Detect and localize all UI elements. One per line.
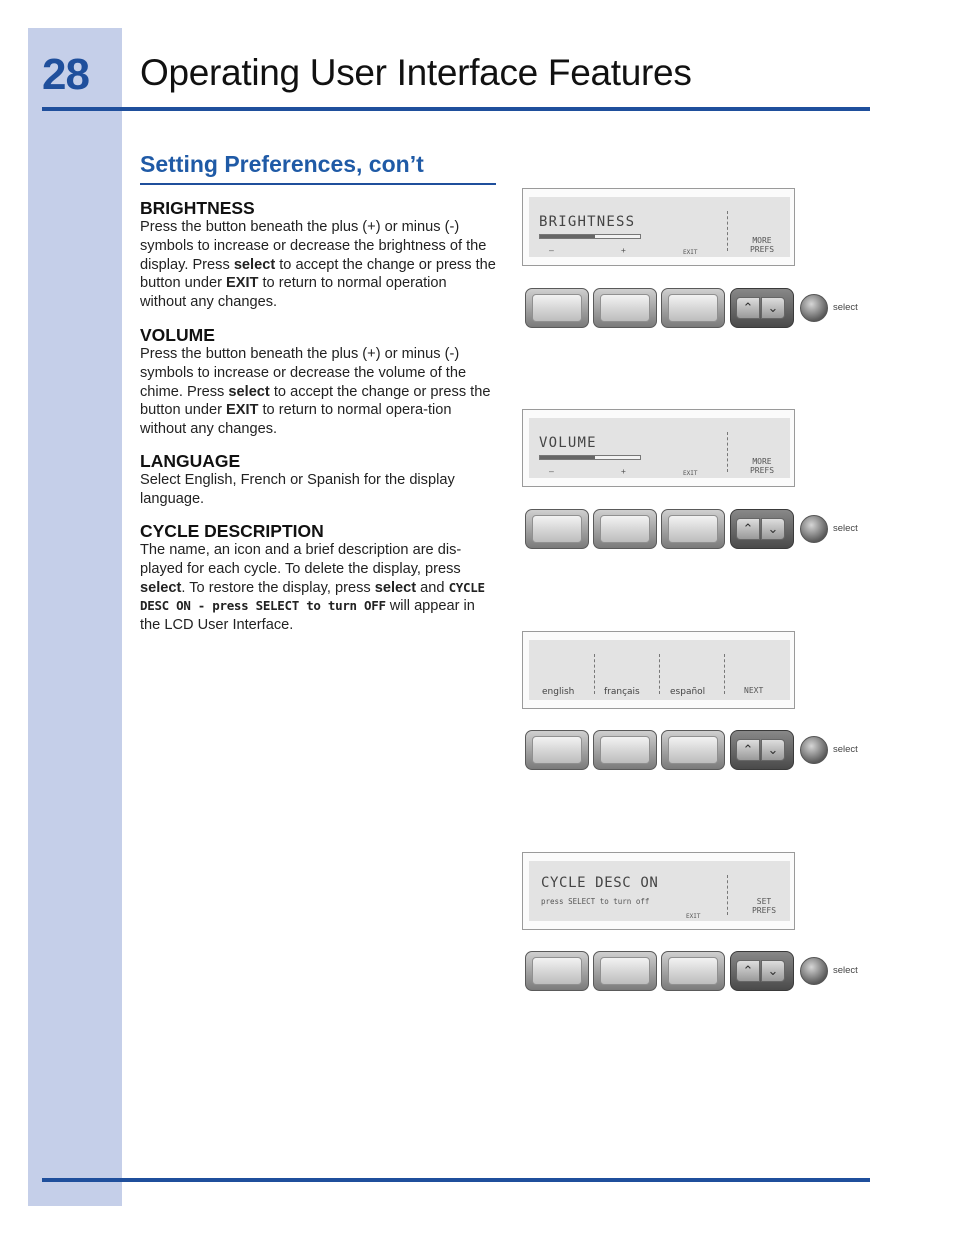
language-paragraph: Select English, French or Spanish for the display language.: [140, 472, 455, 507]
soft-key-2-button[interactable]: [593, 288, 657, 328]
soft-key-3-button[interactable]: [661, 288, 725, 328]
exit-label: EXIT: [686, 913, 701, 920]
chevron-down-icon[interactable]: ⌄: [761, 518, 785, 540]
lcd-screen: [529, 418, 790, 478]
lcd-divider: [659, 654, 660, 694]
set-prefs-label: SET PREFS: [751, 897, 777, 915]
soft-key-1-button[interactable]: [525, 951, 589, 991]
volume-display: [522, 409, 795, 487]
soft-key-2-button[interactable]: [593, 951, 657, 991]
lcd-title: VOLUME: [539, 435, 597, 451]
minus-label: –: [549, 246, 554, 255]
chevron-up-icon[interactable]: ⌃: [736, 960, 760, 982]
cycle-description-paragraph: The name, an icon and a brief description are dis-played for each cycle. To delete the display, press select. To restore the display, press select and CYCLE DESC ON - press SELECT to turn OFF will appear in the LCD User Interface.: [140, 542, 485, 634]
scroll-arrow-button[interactable]: [730, 730, 794, 770]
language-display: [522, 631, 795, 709]
lcd-divider: [727, 211, 728, 251]
section-heading: Setting Preferences, con’t: [140, 151, 424, 177]
chevron-up-icon[interactable]: ⌃: [736, 739, 760, 761]
soft-key-2-button[interactable]: [593, 730, 657, 770]
section-rule: [140, 183, 496, 185]
chevron-down-icon[interactable]: ⌄: [761, 739, 785, 761]
chevron-up-icon[interactable]: ⌃: [736, 518, 760, 540]
language-controls: [522, 730, 872, 774]
exit-label: EXIT: [683, 470, 698, 477]
lcd-divider: [594, 654, 595, 694]
page-number: 28: [42, 50, 89, 99]
lcd-message-inline: CYCLE DESC ON - press SELECT to turn OFF: [140, 579, 485, 614]
side-band: [28, 28, 122, 1206]
plus-label: +: [621, 467, 626, 476]
select-label: select: [833, 744, 858, 755]
lcd-title: CYCLE DESC ON: [541, 875, 659, 891]
scroll-arrow-button[interactable]: [730, 951, 794, 991]
lcd-screen: [529, 197, 790, 257]
volume-level-fill: [540, 456, 595, 459]
plus-label: +: [621, 246, 626, 255]
lcd-subtitle: press SELECT to turn off: [541, 897, 650, 906]
lcd-screen: [529, 861, 790, 921]
select-button[interactable]: [800, 294, 828, 322]
minus-label: –: [549, 467, 554, 476]
select-label: select: [833, 965, 858, 976]
select-label: select: [833, 523, 858, 534]
french-option: français: [604, 687, 640, 697]
header-rule: [42, 107, 870, 111]
select-button[interactable]: [800, 736, 828, 764]
select-button[interactable]: [800, 957, 828, 985]
scroll-arrow-button[interactable]: [730, 509, 794, 549]
brightness-heading: BRIGHTNESS: [140, 198, 255, 218]
chevron-down-icon[interactable]: ⌄: [761, 297, 785, 319]
lcd-title: BRIGHTNESS: [539, 214, 636, 230]
brightness-controls: [522, 288, 872, 332]
cycle-description-heading: CYCLE DESCRIPTION: [140, 521, 324, 541]
chevron-up-icon[interactable]: ⌃: [736, 297, 760, 319]
soft-key-1-button[interactable]: [525, 730, 589, 770]
brightness-level-bar: [539, 234, 641, 239]
soft-key-3-button[interactable]: [661, 730, 725, 770]
brightness-block: [140, 198, 496, 312]
volume-block: [140, 325, 496, 439]
language-heading: LANGUAGE: [140, 451, 241, 471]
footer-rule: [42, 1178, 870, 1182]
volume-level-bar: [539, 455, 641, 460]
soft-key-1-button[interactable]: [525, 509, 589, 549]
volume-heading: VOLUME: [140, 325, 215, 345]
more-prefs-label: MORE PREFS: [749, 457, 775, 475]
more-prefs-label: MORE PREFS: [749, 236, 775, 254]
cycle-desc-controls: [522, 951, 872, 995]
soft-key-1-button[interactable]: [525, 288, 589, 328]
english-option: english: [542, 687, 575, 697]
select-label: select: [833, 302, 858, 313]
language-block: [140, 451, 496, 509]
next-label: NEXT: [744, 686, 764, 695]
brightness-paragraph: Press the button beneath the plus (+) or minus (-) symbols to increase or decrease the brightness of the display. Press select to accept the change or press the button under EXIT to return to normal operation without any changes.: [140, 219, 496, 311]
lcd-divider: [724, 654, 725, 694]
soft-key-2-button[interactable]: [593, 509, 657, 549]
spanish-option: español: [670, 687, 706, 697]
lcd-divider: [727, 875, 728, 915]
brightness-level-fill: [540, 235, 595, 238]
volume-paragraph: Press the button beneath the plus (+) or minus (-) symbols to increase or decrease the volume of the chime. Press select to accept the change or press the button under EXIT to return to normal opera-tion without any changes.: [140, 346, 491, 438]
brightness-display: [522, 188, 795, 266]
exit-label: EXIT: [683, 249, 698, 256]
cycle-description-block: [140, 521, 496, 635]
scroll-arrow-button[interactable]: [730, 288, 794, 328]
lcd-divider: [727, 432, 728, 472]
volume-controls: [522, 509, 872, 553]
chevron-down-icon[interactable]: ⌄: [761, 960, 785, 982]
cycle-desc-display: [522, 852, 795, 930]
soft-key-3-button[interactable]: [661, 509, 725, 549]
page-title: Operating User Interface Features: [140, 52, 692, 93]
select-button[interactable]: [800, 515, 828, 543]
lcd-screen: [529, 640, 790, 700]
soft-key-3-button[interactable]: [661, 951, 725, 991]
